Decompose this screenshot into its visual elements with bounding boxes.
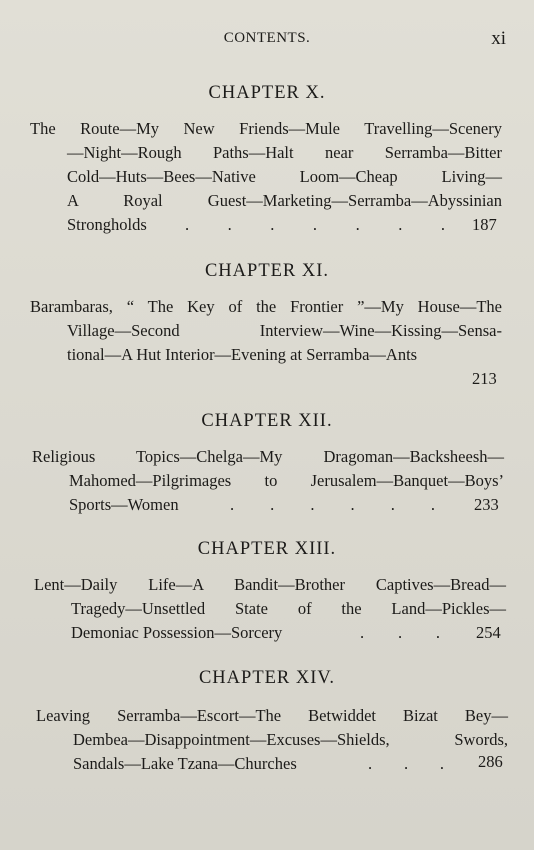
chapter-xi: [0, 257, 534, 391]
chapter-xiv: [0, 664, 534, 776]
chapter-heading: CHAPTER XI.: [204, 261, 330, 281]
toc-entry-line: tional—A Hut Interior—Evening at Serramba—Ants: [67, 345, 418, 364]
toc-entry-line: Sports—Women: [69, 495, 179, 514]
page-number: 286: [478, 752, 503, 771]
toc-entry-line: The Route—My New Friends—Mule Travelling—Scenery: [30, 119, 502, 138]
chapter-heading: CHAPTER X.: [208, 83, 326, 103]
dot-leaders: . . . . . .: [230, 495, 435, 514]
page-number: 187: [472, 215, 497, 234]
toc-entry-line: —Night—Rough Paths—Halt near Serramba—Bitter: [67, 143, 502, 162]
toc-entry-line: Village—Second Interview—Wine—Kissing—Sensa-: [67, 321, 502, 340]
toc-entry-line: Barambaras, “ The Key of the Frontier ”—My House—The: [30, 297, 502, 316]
dot-leaders: . . . . . . .: [185, 215, 445, 234]
toc-entry-line: Religious Topics—Chelga—My Dragoman—Backsheesh—: [32, 447, 504, 466]
toc-entry-line: Demoniac Possession—Sorcery: [71, 623, 283, 642]
page-folio: xi: [491, 28, 506, 49]
toc-entry-line: Cold—Huts—Bees—Native Loom—Cheap Living—: [67, 167, 502, 186]
chapter-xii: [0, 407, 534, 517]
page-number: 254: [476, 623, 501, 642]
page-number: 213: [472, 369, 497, 388]
dot-leaders: . . .: [360, 623, 440, 642]
toc-entry-line: Tragedy—Unsettled State of the Land—Pickles—: [71, 599, 506, 618]
toc-entry-line: Mahomed—Pilgrimages to Jerusalem—Banquet—Boys’: [69, 471, 504, 490]
chapter-heading: CHAPTER XIII.: [197, 539, 337, 559]
chapter-heading: CHAPTER XII.: [201, 411, 333, 431]
running-head: [0, 28, 534, 48]
toc-entry-line: Strongholds: [67, 215, 147, 234]
chapter-x: [0, 79, 534, 237]
toc-entry-line: A Royal Guest—Marketing—Serramba—Abyssinian: [67, 191, 502, 210]
running-title: CONTENTS.: [223, 30, 311, 46]
chapter-xiii: [0, 535, 534, 645]
chapter-heading: CHAPTER XIV.: [198, 668, 336, 688]
toc-entry-line: Leaving Serramba—Escort—The Betwiddet Bizat Bey—: [36, 706, 508, 725]
toc-entry-line: Lent—Daily Life—A Bandit—Brother Captives—Bread—: [34, 575, 506, 594]
page-number: 233: [474, 495, 499, 514]
toc-entry-line: Sandals—Lake Tzana—Churches: [73, 754, 297, 773]
toc-entry-line: Dembea—Disappointment—Excuses—Shields, Swords,: [73, 730, 508, 749]
dot-leaders: . . .: [368, 754, 444, 773]
